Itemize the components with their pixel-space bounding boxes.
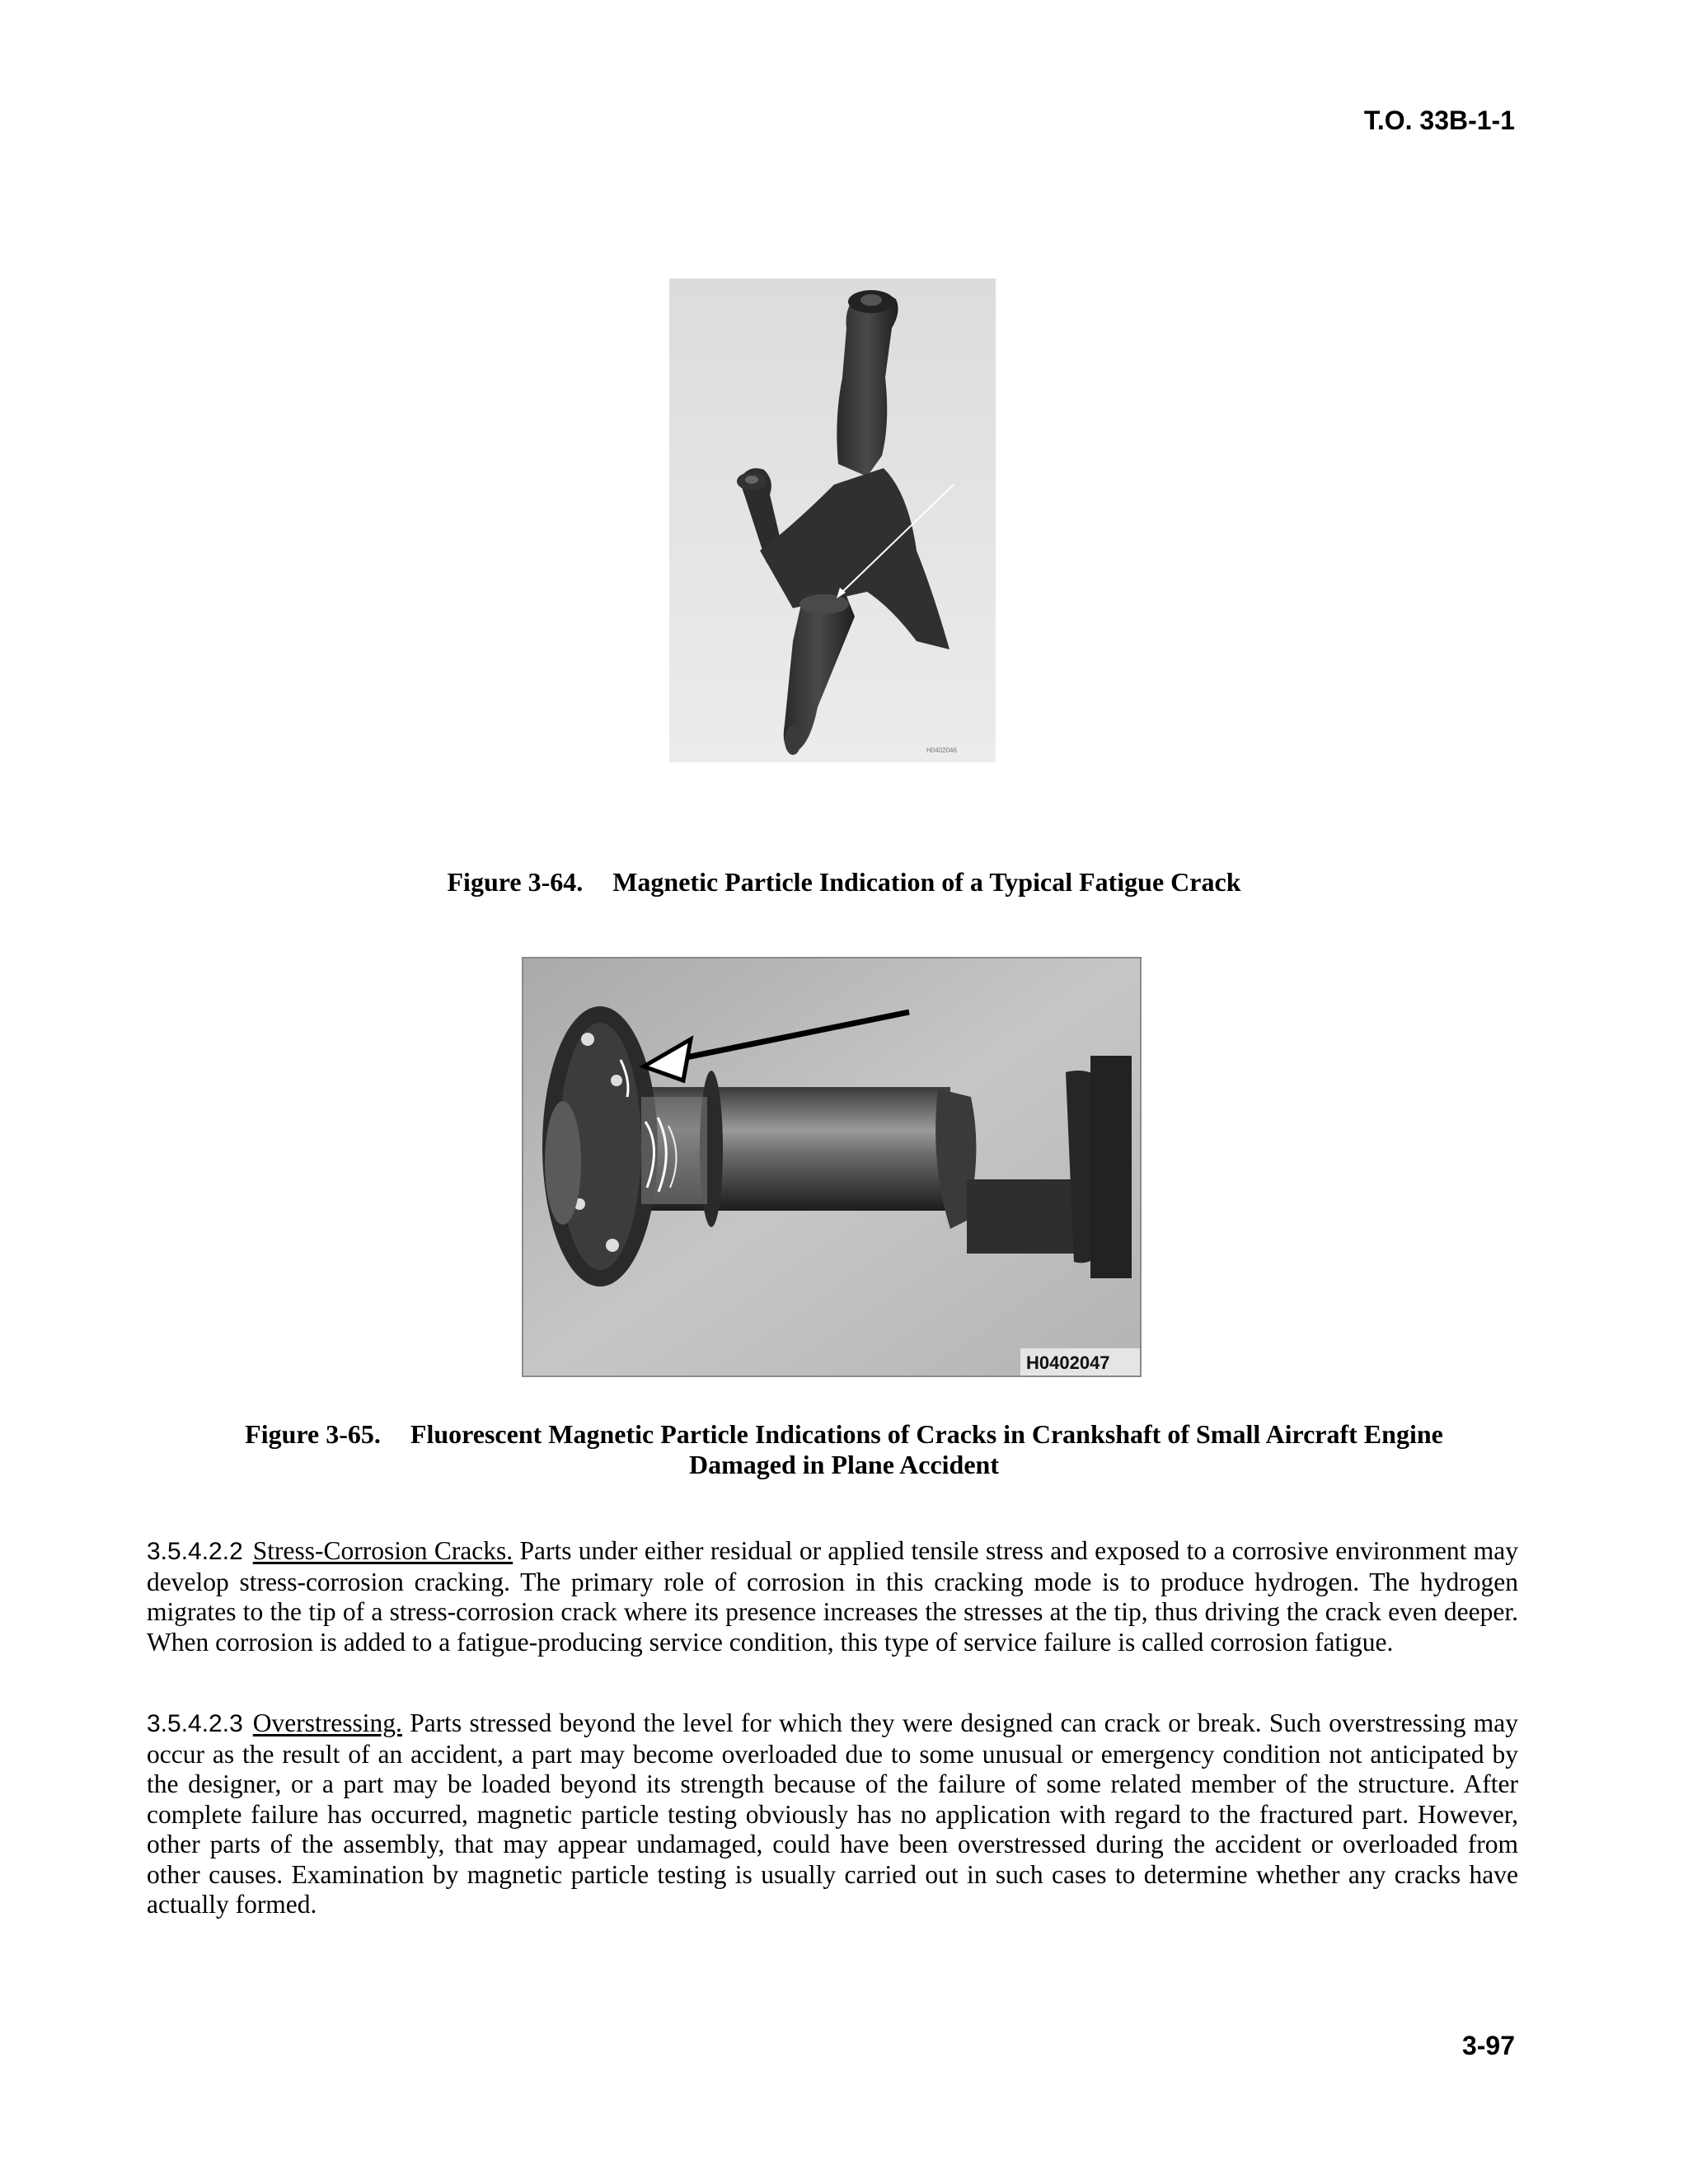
figure-3-64-photo [669,279,996,762]
paragraph-text: Parts under either residual or applied tensile stress and exposed to a corrosive environment may develop stress-corrosion cracking. The primary role of corrosion in this cracking mode is to produce hydrogen. The hydrogen migrates to the tip of a stress-corrosion crack where its presence increases the stresses at the tip, thus driving the crack even deeper. When corrosion is added to a fatigue-producing service condition, this type of service failure is called corrosion fatigue. [147,1536,1518,1657]
paragraph-number: 3.5.4.2.3 [147,1710,243,1737]
figure-3-65-caption [0,1419,1688,1480]
figure-3-64-image-label: H0402046 [926,747,957,754]
figure-3-64-number: Figure 3-64. [447,867,584,897]
figure-3-65-photo [522,957,1142,1377]
paragraph-number: 3.5.4.2.2 [147,1538,243,1565]
paragraph-3-5-4-2-3 [147,1708,1518,1920]
page-number: 3-97 [1461,2031,1515,2060]
figure-3-65-number: Figure 3-65. [245,1419,381,1449]
paragraph-title: Stress-Corrosion Cracks. [252,1536,513,1565]
paragraph-3-5-4-2-2 [147,1536,1518,1657]
paragraph-title: Overstressing. [252,1708,402,1737]
figure-3-65-image-label: H0402047 [1026,1352,1110,1373]
figure-3-64-caption [0,867,1688,898]
paragraph-text: Parts stressed beyond the level for which they were designed can crack or break. Such overstressing may occur as the result of an accident, a part may become overloaded due to some unusual or emergency condition not anticipated by the designer, or a part may be loaded beyond its strength because of the failure of some related member of the structure. After complete failure has occurred, magnetic particle testing obviously has no application with regard to the fractured part. However, other parts of the assembly, that may appear undamaged, could have been overstressed during the accident or overloaded from other causes. Examination by magnetic particle testing is usually carried out in such cases to determine whether any cracks have actually formed. [147,1708,1518,1919]
figure-3-65-title-line1: Fluorescent Magnetic Particle Indications of Cracks in Crankshaft of Small Aircraft Engine [410,1419,1443,1449]
figure-3-64-title: Magnetic Particle Indication of a Typical Fatigue Crack [612,867,1241,897]
document-id: T.O. 33B-1-1 [1363,105,1515,135]
figure-3-65-title-line2: Damaged in Plane Accident [689,1450,999,1479]
